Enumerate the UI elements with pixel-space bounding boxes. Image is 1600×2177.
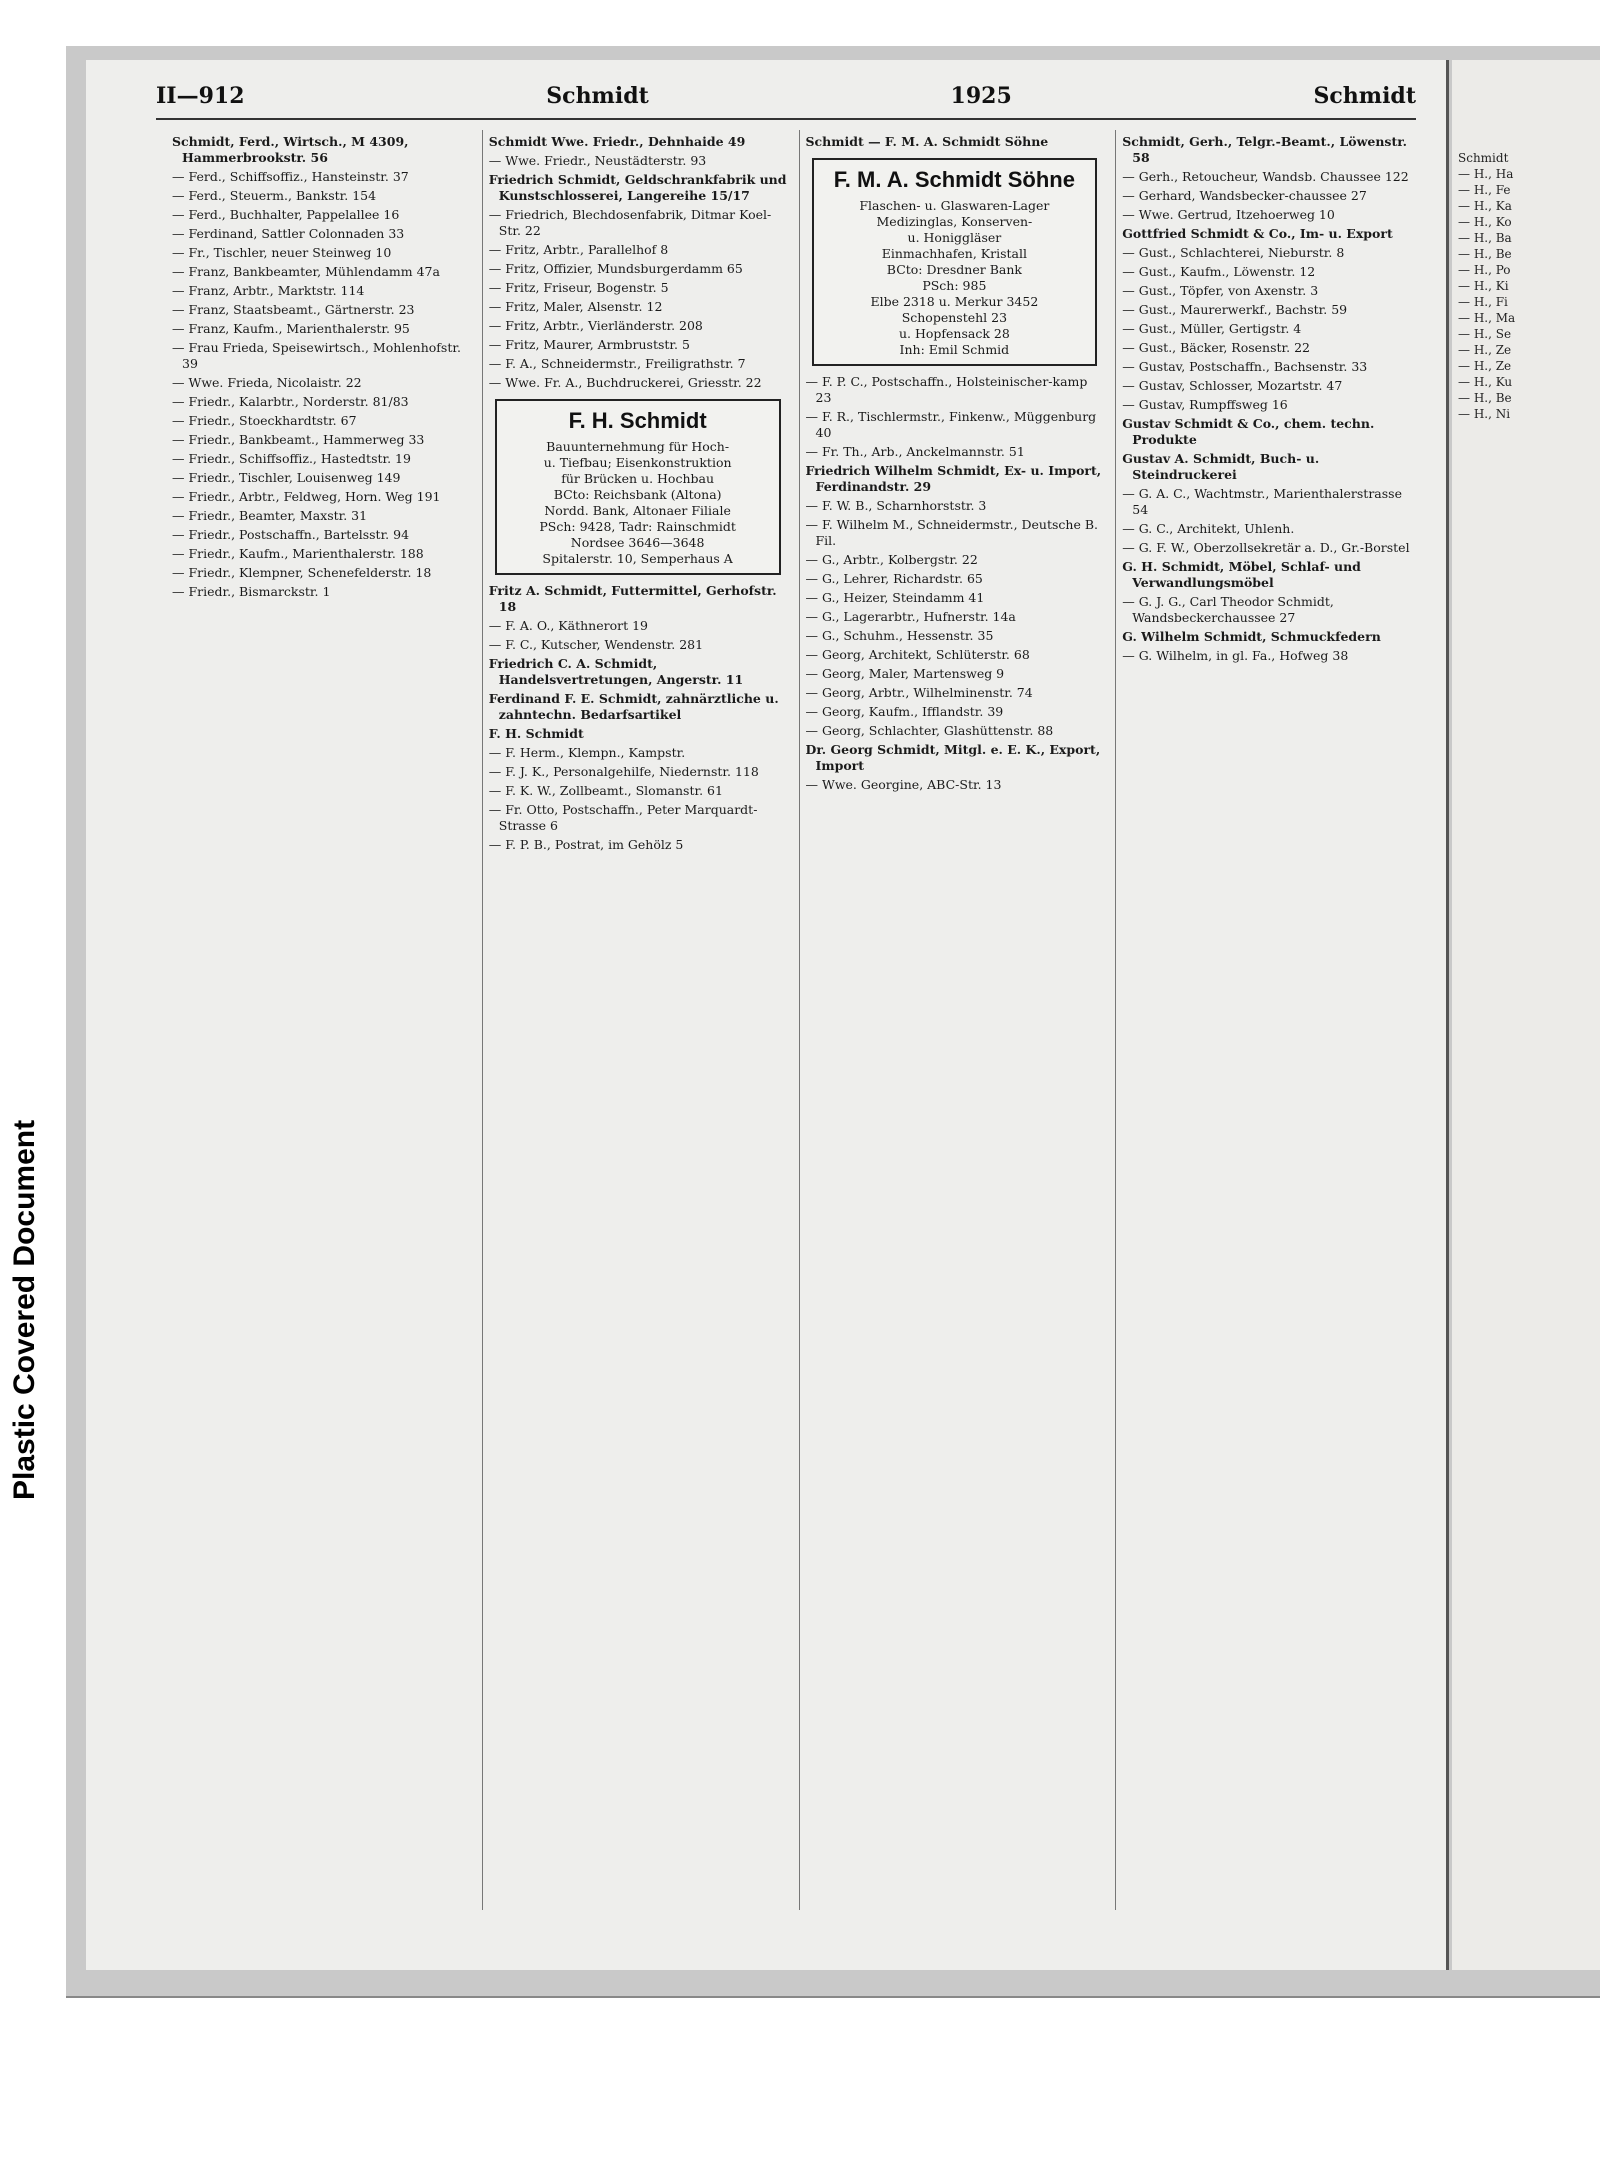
directory-entry: — F. R., Tischlermstr., Finkenw., Müggenburg 40 <box>805 409 1097 440</box>
directory-entry: — G. J. G., Carl Theodor Schmidt, Wandsbeckerchaussee 27 <box>1122 594 1334 625</box>
side-label-text: Plastic Covered Document <box>8 1119 41 1500</box>
directory-entry: — Friedr., Stoeckhardtstr. 67 <box>172 413 357 428</box>
advertisement-line: Spitalerstr. 10, Semperhaus A <box>542 551 733 566</box>
column-3 <box>799 130 1110 1910</box>
directory-entry: — Fritz, Arbtr., Parallelhof 8 <box>488 242 669 257</box>
directory-entry: — Gust., Maurerwerkf., Bachstr. 59 <box>1122 302 1348 317</box>
advertisement-line: PSch: 9428, Tadr: Rainschmidt <box>539 519 736 534</box>
directory-entry: — Friedr., Bankbeamt., Hammerweg 33 <box>172 432 425 447</box>
directory-entry: — F. P. B., Postrat, im Gehölz 5 <box>488 837 684 852</box>
directory-entry: Schmidt — F. M. A. Schmidt Söhne <box>805 134 1049 149</box>
directory-entry: — Ferd., Schiffsoffiz., Hansteinstr. 37 <box>172 169 409 184</box>
advertisement-line: Medizinglas, Konserven- <box>876 214 1033 229</box>
directory-entry: — Fritz, Friseur, Bogenstr. 5 <box>488 280 669 295</box>
directory-entry: — Ferd., Buchhalter, Pappelallee 16 <box>172 207 400 222</box>
directory-entry: — Friedr., Postschaffn., Bartelsstr. 94 <box>172 527 410 542</box>
directory-entry: — G., Heizer, Steindamm 41 <box>805 590 985 605</box>
directory-entry: Schmidt Wwe. Friedr., Dehnhaide 49 <box>488 134 746 149</box>
directory-entry: — F. W. B., Scharnhorststr. 3 <box>805 498 987 513</box>
directory-entry: — F. J. K., Personalgehilfe, Niedernstr. 118 <box>488 764 759 779</box>
directory-entry: — Friedr., Beamter, Maxstr. 31 <box>172 508 368 523</box>
directory-entry: Gustav A. Schmidt, Buch- u. Steindruckerei <box>1122 451 1320 482</box>
directory-entry: — G. C., Architekt, Uhlenh. <box>1122 521 1295 536</box>
entry-columns <box>166 130 1426 1910</box>
directory-entry: — Georg, Arbtr., Wilhelminenstr. 74 <box>805 685 1033 700</box>
directory-entry: — F. Wilhelm M., Schneidermstr., Deutsche B. Fil. <box>805 517 1098 548</box>
directory-entry: — Gust., Töpfer, von Axenstr. 3 <box>1122 283 1319 298</box>
adjacent-page-entry: — H., Ba <box>1458 231 1512 245</box>
directory-entry: Fritz A. Schmidt, Futtermittel, Gerhofstr. 18 <box>488 583 777 614</box>
side-label <box>0 0 46 2177</box>
page-number: II—912 <box>156 83 245 109</box>
advertisement-line: u. Honiggläser <box>907 230 1002 245</box>
adjacent-page-entry: — H., Ka <box>1458 199 1512 213</box>
directory-entry: Ferdinand F. E. Schmidt, zahnärztliche u. zahntechn. Bedarfsartikel <box>488 691 779 722</box>
adjacent-page-entry: — H., Be <box>1458 391 1512 405</box>
adjacent-page-entry: — H., Ki <box>1458 279 1509 293</box>
advertisement-box <box>495 399 781 575</box>
advertisement-box <box>812 158 1098 366</box>
adjacent-page-edge <box>1452 60 1600 1970</box>
advertisement-line: Flaschen- u. Glaswaren-Lager <box>859 198 1050 213</box>
directory-entry: — Franz, Staatsbeamt., Gärtnerstr. 23 <box>172 302 415 317</box>
advertisement-line: Bauunternehmung für Hoch- <box>546 439 730 454</box>
directory-entry: — Georg, Schlachter, Glashüttenstr. 88 <box>805 723 1054 738</box>
directory-entry: G. Wilhelm Schmidt, Schmuckfedern <box>1122 629 1381 644</box>
directory-entry: — Franz, Kaufm., Marienthalerstr. 95 <box>172 321 410 336</box>
directory-entry: — Wwe. Fr. A., Buchdruckerei, Griesstr. 22 <box>488 375 762 390</box>
advertisement-title: F. H. Schmidt <box>568 408 707 433</box>
directory-entry: G. H. Schmidt, Möbel, Schlaf- und Verwandlungsmöbel <box>1122 559 1361 590</box>
advertisement-line: Inh: Emil Schmid <box>899 342 1010 357</box>
header-year: 1925 <box>950 83 1012 109</box>
scan-bottom-edge <box>66 1996 1600 1998</box>
advertisement-title: F. M. A. Schmidt Söhne <box>833 167 1075 192</box>
directory-entry: — Gustav, Postschaffn., Bachsenstr. 33 <box>1122 359 1368 374</box>
directory-entry: Friedrich Schmidt, Geldschrankfabrik und Kunstschlosserei, Langereihe 15/17 <box>488 172 787 203</box>
directory-entry: — F. A. O., Käthnerort 19 <box>488 618 648 633</box>
directory-entry: — Wwe. Friedr., Neustädterstr. 93 <box>488 153 707 168</box>
adjacent-page-entry: — H., Fi <box>1458 295 1508 309</box>
directory-entry: — G. Wilhelm, in gl. Fa., Hofweg 38 <box>1122 648 1349 663</box>
directory-entry: Schmidt, Gerh., Telgr.-Beamt., Löwenstr. 58 <box>1122 134 1408 165</box>
directory-entry: Gustav Schmidt & Co., chem. techn. Produkte <box>1122 416 1375 447</box>
directory-entry: — Gerh., Retoucheur, Wandsb. Chaussee 122 <box>1122 169 1409 184</box>
directory-entry: Friedrich Wilhelm Schmidt, Ex- u. Import, Ferdinandstr. 29 <box>805 463 1102 494</box>
header-right-word: Schmidt <box>1313 83 1416 109</box>
advertisement-line: BCto: Dresdner Bank <box>886 262 1022 277</box>
directory-entry: — F. Herm., Klempn., Kampstr. <box>488 745 686 760</box>
directory-entry: — Georg, Architekt, Schlüterstr. 68 <box>805 647 1030 662</box>
adjacent-page-entry: — H., Be <box>1458 247 1512 261</box>
directory-entry: — Wwe. Georgine, ABC-Str. 13 <box>805 777 1002 792</box>
directory-entry: — Fritz, Arbtr., Vierländerstr. 208 <box>488 318 703 333</box>
directory-entry: — Gust., Schlachterei, Nieburstr. 8 <box>1122 245 1345 260</box>
adjacent-page-entry: — H., Fe <box>1458 183 1511 197</box>
directory-entry: — Friedr., Schiffsoffiz., Hastedtstr. 19 <box>172 451 411 466</box>
directory-entry: Dr. Georg Schmidt, Mitgl. e. E. K., Export, Import <box>805 742 1101 773</box>
advertisement-line: Nordd. Bank, Altonaer Filiale <box>544 503 731 518</box>
directory-entry: Gottfried Schmidt & Co., Im- u. Export <box>1122 226 1393 241</box>
adjacent-page-entry: — H., Ku <box>1458 375 1513 389</box>
directory-page <box>86 60 1449 1970</box>
directory-entry: — Franz, Arbtr., Marktstr. 114 <box>172 283 365 298</box>
adjacent-page-entry: — H., Po <box>1458 263 1511 277</box>
directory-entry: Friedrich C. A. Schmidt, Handelsvertretungen, Angerstr. 11 <box>488 656 744 687</box>
directory-entry: — Fritz, Maler, Alsenstr. 12 <box>488 299 663 314</box>
directory-entry: — Friedr., Kaufm., Marienthalerstr. 188 <box>172 546 424 561</box>
directory-entry: — G., Schuhm., Hessenstr. 35 <box>805 628 994 643</box>
directory-entry: — Fr. Otto, Postschaffn., Peter Marquardt-Strasse 6 <box>488 802 758 833</box>
directory-entry: — Wwe. Gertrud, Itzehoerweg 10 <box>1122 207 1335 222</box>
adjacent-page-entry: — H., Se <box>1458 327 1512 341</box>
page-header <box>156 74 1416 120</box>
column-1 <box>166 130 476 1910</box>
directory-entry: — Friedrich, Blechdosenfabrik, Ditmar Koel-Str. 22 <box>488 207 772 238</box>
directory-entry: — F. C., Kutscher, Wendenstr. 281 <box>488 637 704 652</box>
adjacent-page-entry: Schmidt <box>1458 151 1509 165</box>
column-2 <box>482 130 793 1910</box>
directory-entry: — Friedr., Tischler, Louisenweg 149 <box>172 470 401 485</box>
adjacent-page-entry: — H., Ze <box>1458 343 1512 357</box>
directory-entry: — Frau Frieda, Speisewirtsch., Mohlenhofstr. 39 <box>172 340 461 371</box>
directory-entry: — Gerhard, Wandsbecker-chaussee 27 <box>1122 188 1367 203</box>
advertisement-line: BCto: Reichsbank (Altona) <box>553 487 722 502</box>
directory-entry: — G., Lagerarbtr., Hufnerstr. 14a <box>805 609 1016 624</box>
advertisement-line: PSch: 985 <box>922 278 987 293</box>
directory-entry: — F. K. W., Zollbeamt., Slomanstr. 61 <box>488 783 723 798</box>
directory-entry: — Gust., Müller, Gertigstr. 4 <box>1122 321 1302 336</box>
directory-entry: F. H. Schmidt <box>488 726 584 741</box>
directory-entry: — Gust., Kaufm., Löwenstr. 12 <box>1122 264 1316 279</box>
advertisement-line: für Brücken u. Hochbau <box>561 471 715 486</box>
adjacent-page-entry: — H., Ze <box>1458 359 1512 373</box>
adjacent-page-entry: — H., Ha <box>1458 167 1514 181</box>
directory-entry: — Georg, Maler, Martensweg 9 <box>805 666 1005 681</box>
directory-entry: — Fr., Tischler, neuer Steinweg 10 <box>172 245 392 260</box>
directory-entry: — F. P. C., Postschaffn., Holsteinischer-kamp 23 <box>805 374 1088 405</box>
directory-entry: — Gust., Bäcker, Rosenstr. 22 <box>1122 340 1310 355</box>
advertisement-line: Nordsee 3646—3648 <box>570 535 705 550</box>
directory-entry: Schmidt, Ferd., Wirtsch., M 4309, Hammerbrookstr. 56 <box>172 134 409 165</box>
advertisement-line: Einmachhafen, Kristall <box>881 246 1027 261</box>
adjacent-page-entry: — H., Ma <box>1458 311 1516 325</box>
directory-entry: — Gustav, Rumpffsweg 16 <box>1122 397 1288 412</box>
directory-entry: — G., Arbtr., Kolbergstr. 22 <box>805 552 978 567</box>
directory-entry: — Wwe. Frieda, Nicolaistr. 22 <box>172 375 362 390</box>
advertisement-line: Schopenstehl 23 <box>901 310 1008 325</box>
directory-entry: — Fritz, Offizier, Mundsburgerdamm 65 <box>488 261 743 276</box>
directory-entry: — Fritz, Maurer, Armbruststr. 5 <box>488 337 690 352</box>
directory-entry: — Friedr., Arbtr., Feldweg, Horn. Weg 191 <box>172 489 441 504</box>
advertisement-line: u. Hopfensack 28 <box>898 326 1010 341</box>
advertisement-line: Elbe 2318 u. Merkur 3452 <box>870 294 1039 309</box>
directory-entry: — Friedr., Klempner, Schenefelderstr. 18 <box>172 565 432 580</box>
directory-entry: — Ferdinand, Sattler Colonnaden 33 <box>172 226 405 241</box>
directory-entry: — Friedr., Kalarbtr., Norderstr. 81/83 <box>172 394 409 409</box>
directory-entry: — Ferd., Steuerm., Bankstr. 154 <box>172 188 377 203</box>
directory-entry: — G., Lehrer, Richardstr. 65 <box>805 571 983 586</box>
directory-entry: — F. A., Schneidermstr., Freiligrathstr. 7 <box>488 356 746 371</box>
directory-entry: — G. F. W., Oberzollsekretär a. D., Gr.-Borstel <box>1122 540 1410 555</box>
directory-entry: — G. A. C., Wachtmstr., Marienthalerstrasse 54 <box>1122 486 1402 517</box>
adjacent-page-entry: — H., Ko <box>1458 215 1512 229</box>
directory-entry: — Gustav, Schlosser, Mozartstr. 47 <box>1122 378 1343 393</box>
column-4 <box>1115 130 1426 1910</box>
advertisement-line: u. Tiefbau; Eisenkonstruktion <box>543 455 732 470</box>
directory-entry: — Fr. Th., Arb., Anckelmannstr. 51 <box>805 444 1025 459</box>
header-left-word: Schmidt <box>546 83 649 109</box>
directory-entry: — Georg, Kaufm., Ifflandstr. 39 <box>805 704 1004 719</box>
adjacent-page-entry: — H., Ni <box>1458 407 1511 421</box>
directory-entry: — Friedr., Bismarckstr. 1 <box>172 584 331 599</box>
directory-entry: — Franz, Bankbeamter, Mühlendamm 47a <box>172 264 440 279</box>
